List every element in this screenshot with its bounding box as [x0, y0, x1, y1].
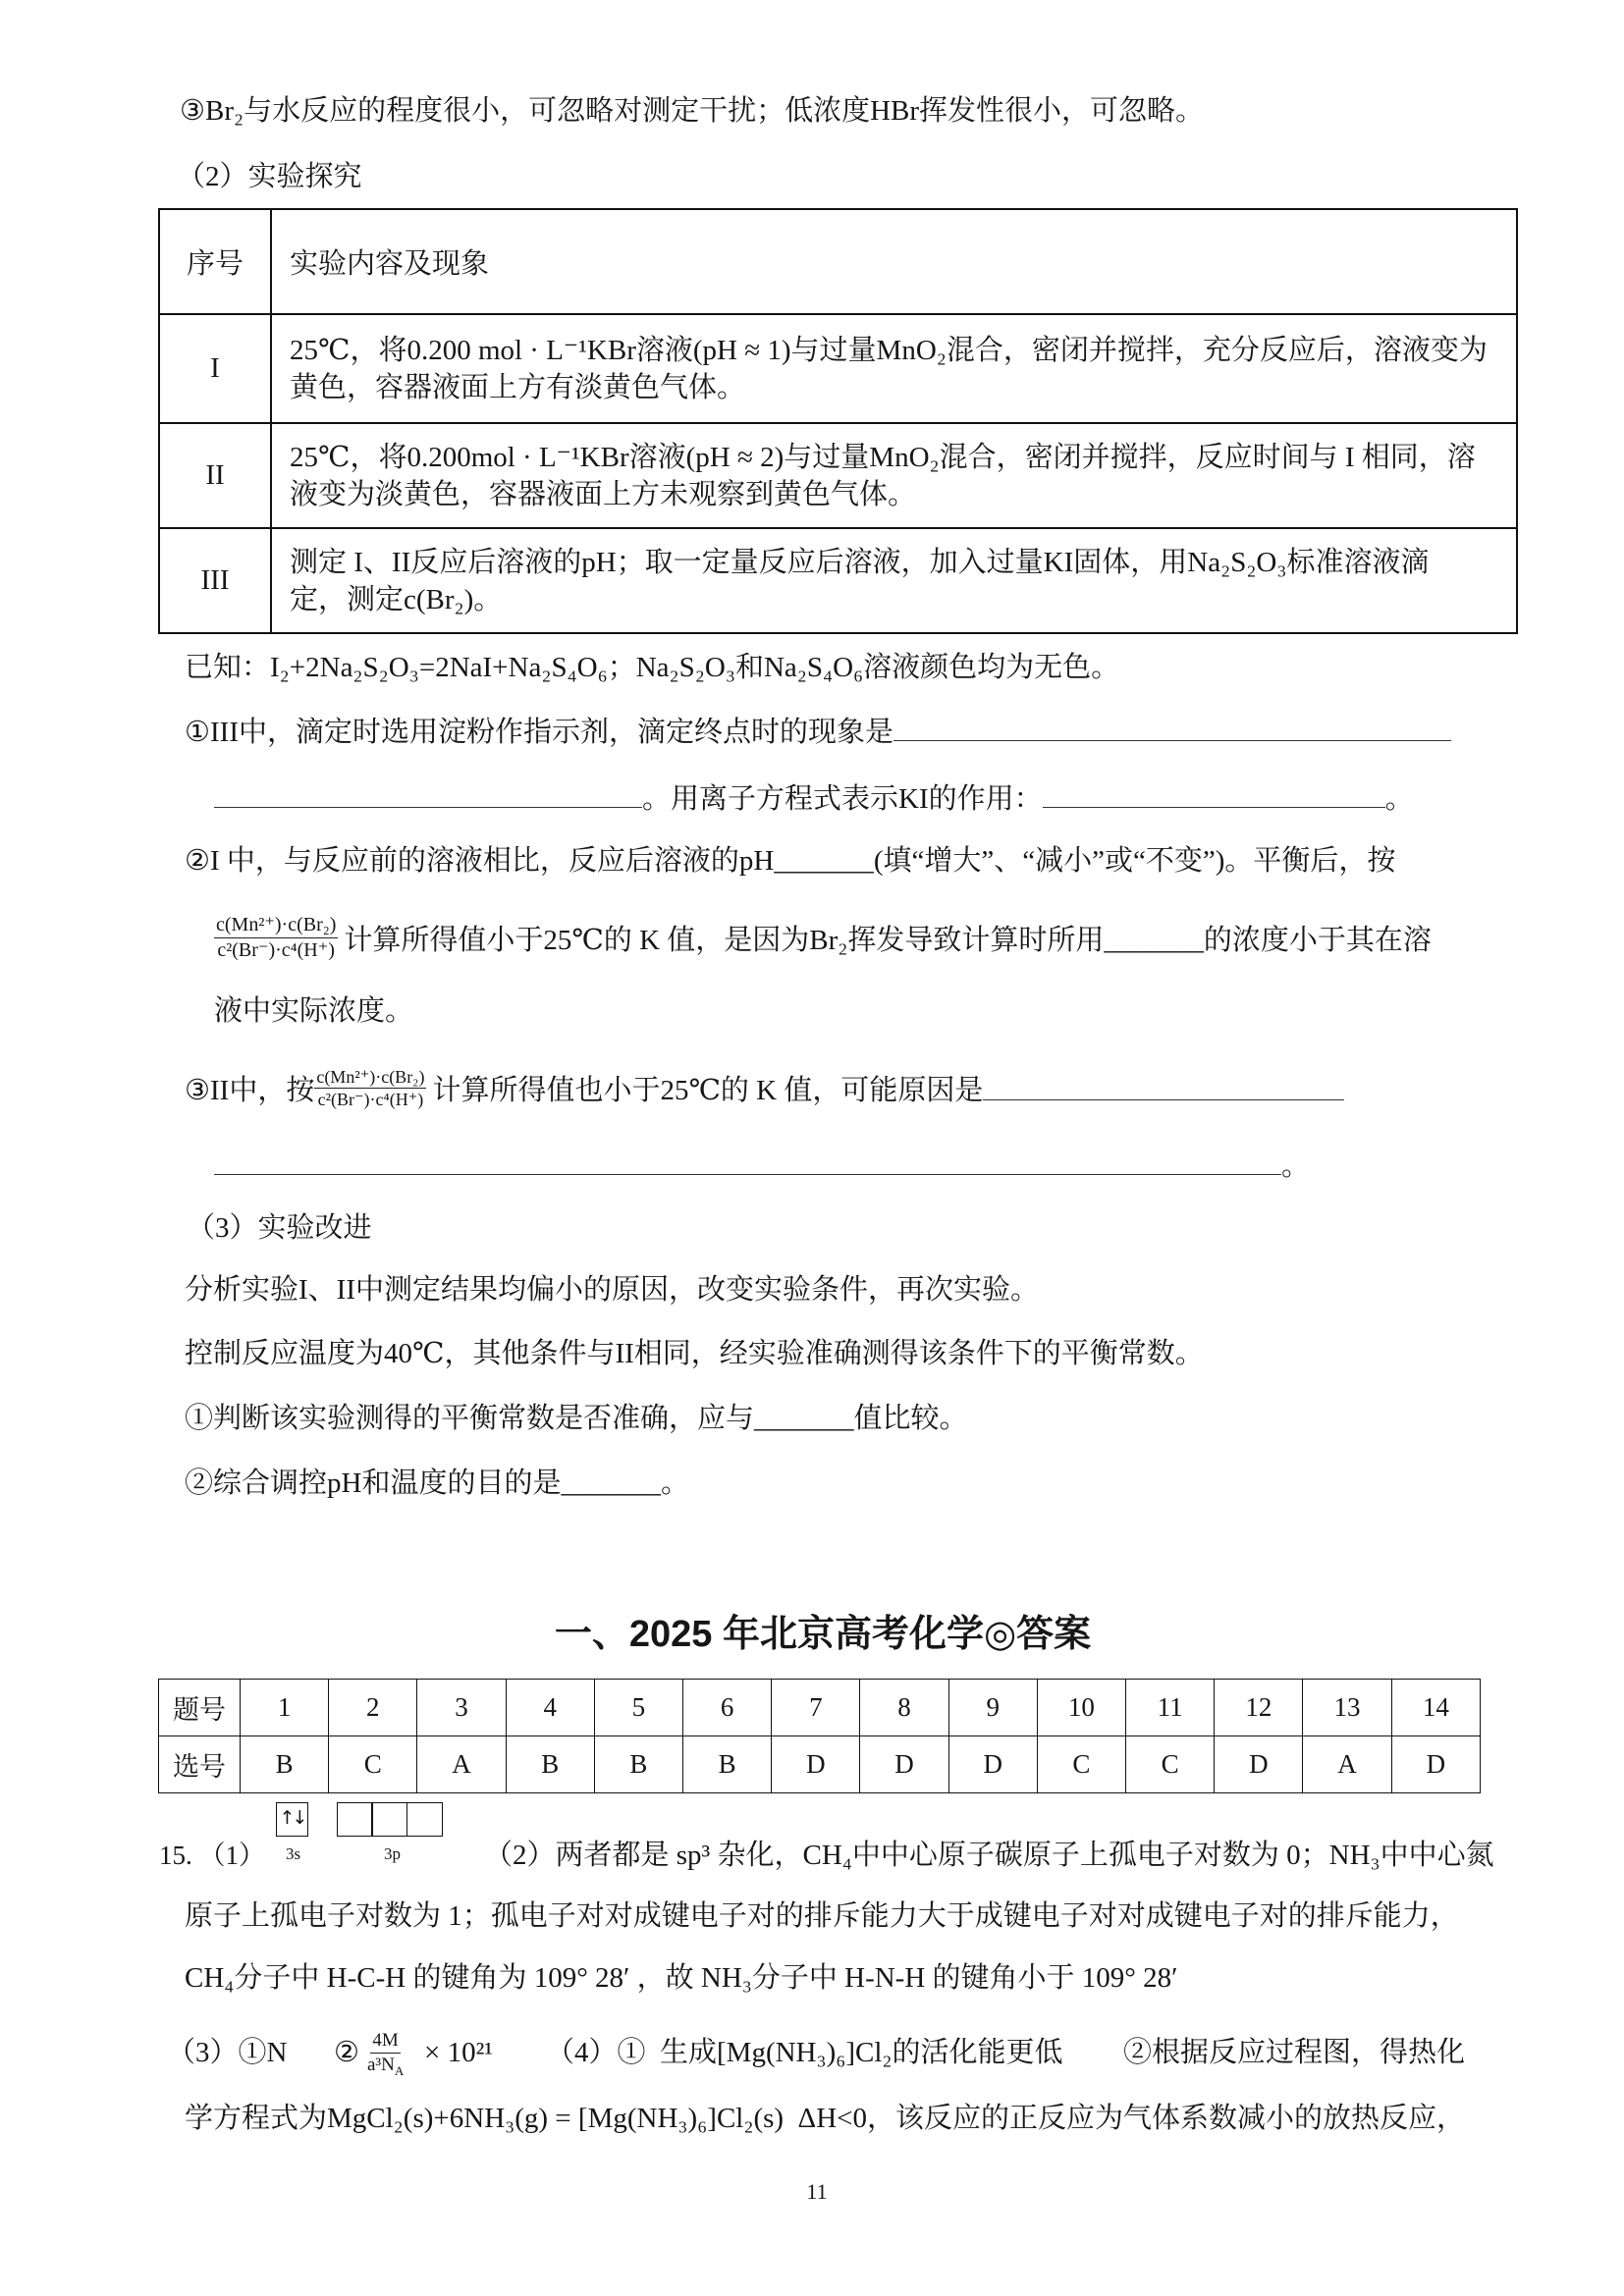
question-2-3-text: 计算所得值也小于25℃的 K 值，可能原因是: [432, 1074, 984, 1106]
description-line: 测定 I、II反应后溶液的pH；取一定量反应后溶液，加入过量KI固体，用Na₂S₂O₃标准溶液滴: [290, 546, 1430, 578]
answer-choice-cell: D: [948, 1736, 1037, 1793]
fraction-numerator: c(Mn²⁺)·c(Br₂): [214, 913, 338, 938]
sentence-end: 。: [1281, 1150, 1311, 1182]
answer-choice-row: [159, 1736, 1481, 1793]
fraction-numerator: c(Mn²⁺)·c(Br₂): [316, 1066, 425, 1087]
fraction-denominator: [365, 2054, 406, 2077]
section-heading-experiment-exploration: （2）实验探究: [177, 161, 362, 192]
question-number-cell: 10: [1037, 1680, 1125, 1736]
avogadro-subscript: A: [394, 2062, 405, 2078]
answer-number-row: [159, 1680, 1481, 1736]
density-fraction-body: [365, 2029, 406, 2077]
orbital-3s-box: [276, 1802, 308, 1837]
part-3-answer-2-label: ②: [334, 2037, 359, 2068]
answer-key-table-body: [159, 1680, 1481, 1793]
part-4-answer-1-label: （4）①: [546, 2037, 646, 2068]
fraction-numerator: 4M: [370, 2029, 400, 2054]
question-15-line-3: CH₄分子中 H-C-H 的键角为 109° 28′ ，故 NH₃分子中 H-N-H 的键角小于 109° 28′: [185, 1962, 1178, 1994]
answer-choice-cell: A: [417, 1736, 506, 1793]
experiment-description: [271, 314, 1517, 423]
part-4-answer-1: 生成[Mg(NH₃)₆]Cl₂的活化能更低: [660, 2037, 1063, 2068]
question-2-2-fraction-line: [214, 908, 1432, 967]
fraction-denominator: c²(Br⁻)·c⁴(H⁺): [217, 938, 335, 961]
question-15-line-4: [0, 2023, 1624, 2082]
power-of-ten: × 10²¹: [424, 2037, 493, 2068]
answer-blank: [893, 716, 1451, 741]
question-2-1-text: ①III中，滴定时选用淀粉作指示剂，滴定终点时的现象是: [185, 717, 893, 748]
experiment-table-header: [159, 209, 1517, 314]
answer-choice-cell: D: [1391, 1736, 1480, 1793]
experiment-row-2: [159, 423, 1517, 528]
page-number: 11: [806, 2179, 828, 2204]
orbital-3p-box: [371, 1802, 407, 1837]
part-4-answer-2: ②根据反应过程图，得热化: [1123, 2037, 1466, 2068]
header-serial-number: 序号: [159, 209, 271, 314]
equilibrium-fraction: [214, 913, 338, 963]
fraction-denominator: c²(Br⁻)·c⁴(H⁺): [317, 1089, 424, 1109]
orbital-3p-box: [406, 1802, 443, 1837]
question-15-label: 15. （1）: [159, 1841, 265, 1870]
density-fraction: [365, 2023, 411, 2082]
header-content: 实验内容及现象: [271, 209, 1517, 314]
question-2-1-continued: [214, 781, 1414, 817]
description-line: 定，测定c(Br₂)。: [290, 583, 503, 615]
equilibrium-fraction: [314, 1066, 426, 1110]
part-3-answer-1: （3）①N: [167, 2037, 288, 2068]
question-number-cell: 4: [506, 1680, 594, 1736]
answer-choice-cell: B: [683, 1736, 772, 1793]
question-number-cell: 2: [329, 1680, 417, 1736]
improvement-line-1: 分析实验I、II中测定结果均偏小的原因，改变实验条件，再次实验。: [185, 1274, 1039, 1306]
question-number-label: 题号: [159, 1680, 241, 1736]
experiment-number: I: [159, 314, 271, 423]
paired-electron-arrows-icon: ↑↓: [279, 1807, 305, 1829]
question-2-2-text: 计算所得值小于25℃的 K 值，是因为Br₂挥发导致计算时所用_______的浓度小于其在溶: [344, 924, 1432, 956]
orbital-3p-boxes: [337, 1802, 443, 1837]
answer-choice-cell: B: [594, 1736, 682, 1793]
answer-choice-label: 选号: [159, 1736, 241, 1793]
orbital-3s-label: 3s: [286, 1844, 301, 1863]
question-3-1: ①判断该实验测得的平衡常数是否准确，应与_______值比较。: [185, 1403, 968, 1434]
question-number-cell: 1: [241, 1680, 329, 1736]
improvement-line-2: 控制反应温度为40℃，其他条件与II相同，经实验准确测得该条件下的平衡常数。: [185, 1338, 1204, 1369]
question-15-line-1: （2）两者都是 sp³ 杂化，CH₄中中心原子碳原子上孤电子对数为 0；NH₃中中心氮: [484, 1840, 1494, 1871]
question-2-1-ki-prompt: 。用离子方程式表示KI的作用：: [642, 783, 1043, 815]
description-line: 25℃，将0.200mol · L⁻¹KBr溶液(pH ≈ 2)与过量MnO₂混合，密闭并搅拌，反应时间与 I 相同，溶: [290, 441, 1476, 473]
answer-key-table: [158, 1679, 1481, 1793]
orbital-3p-box: [337, 1802, 373, 1837]
question-2-3-continued: [214, 1148, 1310, 1184]
answer-choice-cell: D: [860, 1736, 948, 1793]
experiment-description: [271, 528, 1517, 633]
experiment-number: II: [159, 423, 271, 528]
question-2-1: [185, 715, 1451, 750]
question-15-line-2: 原子上孤电子对数为 1；孤电子对对成键电子对的排斥能力大于成键电子对对成键电子对的排斥能力，: [185, 1900, 1459, 1932]
question-number-cell: 7: [772, 1680, 860, 1736]
answer-choice-cell: C: [1126, 1736, 1215, 1793]
description-line: 液变为淡黄色，容器液面上方未观察到黄色气体。: [290, 478, 917, 510]
section-heading-experiment-improvement: （3）实验改进: [187, 1212, 372, 1244]
question-3-2: ②综合调控pH和温度的目的是_______。: [185, 1468, 689, 1499]
question-number-cell: 9: [948, 1680, 1037, 1736]
question-number-cell: 14: [1391, 1680, 1480, 1736]
answer-choice-cell: C: [1037, 1736, 1125, 1793]
experiment-row-3: [159, 528, 1517, 633]
question-number-cell: 11: [1126, 1680, 1215, 1736]
question-15-line-5: 学方程式为MgCl₂(s)+6NH₃(g) = [Mg(NH₃)₆]Cl₂(s) ΔH<0，该反应的正反应为气体系数减小的放热反应，: [185, 2103, 1465, 2134]
answer-blank: [214, 782, 642, 808]
experiment-number: III: [159, 528, 271, 633]
answer-blank: [983, 1075, 1344, 1100]
description-line: 黄色，容器液面上方有淡黄色气体。: [290, 371, 746, 403]
question-2-2-continued: 液中实际浓度。: [214, 995, 414, 1027]
known-reaction-note: 已知：I₂+2Na₂S₂O₃=2NaI+Na₂S₄O₆；Na₂S₂O₃和Na₂S₄O₆溶液颜色均为无色。: [185, 652, 1120, 683]
question-number-cell: 3: [417, 1680, 506, 1736]
note-3-br2-volatility: ③Br₂与水反应的程度很小，可忽略对测定干扰；低浓度HBr挥发性很小，可忽略。: [180, 95, 1205, 127]
answer-key-title: 一、2025 年北京高考化学◎答案: [554, 1614, 1092, 1655]
experiment-row-1: [159, 314, 1517, 423]
question-number-cell: 12: [1215, 1680, 1303, 1736]
question-number-cell: 13: [1303, 1680, 1391, 1736]
description-line: 25℃，将0.200 mol · L⁻¹KBr溶液(pH ≈ 1)与过量MnO₂混合，密闭并搅拌，充分反应后，溶液变为: [290, 334, 1488, 366]
question-number-cell: 6: [683, 1680, 772, 1736]
question-2-3: [185, 1060, 1344, 1115]
experiment-description: [271, 423, 1517, 528]
question-2-2: ②I 中，与反应前的溶液相比，反应后溶液的pH_______(填“增大”、“减小”或“不变”)。平衡后，按: [185, 845, 1396, 877]
orbital-3p-label: 3p: [384, 1844, 401, 1863]
answer-choice-cell: D: [1215, 1736, 1303, 1793]
fraction-denominator-main: a³N: [367, 2054, 395, 2075]
sentence-end: 。: [1384, 783, 1414, 815]
question-number-cell: 8: [860, 1680, 948, 1736]
answer-blank: [214, 1149, 1281, 1175]
answer-choice-cell: C: [329, 1736, 417, 1793]
answer-choice-cell: A: [1303, 1736, 1391, 1793]
answer-blank: [1043, 782, 1385, 808]
answer-choice-cell: B: [506, 1736, 594, 1793]
question-number-cell: 5: [594, 1680, 682, 1736]
experiment-table: [158, 208, 1518, 634]
question-2-3-label: ③II中，按: [185, 1074, 315, 1106]
answer-choice-cell: D: [772, 1736, 860, 1793]
answer-choice-cell: B: [241, 1736, 329, 1793]
